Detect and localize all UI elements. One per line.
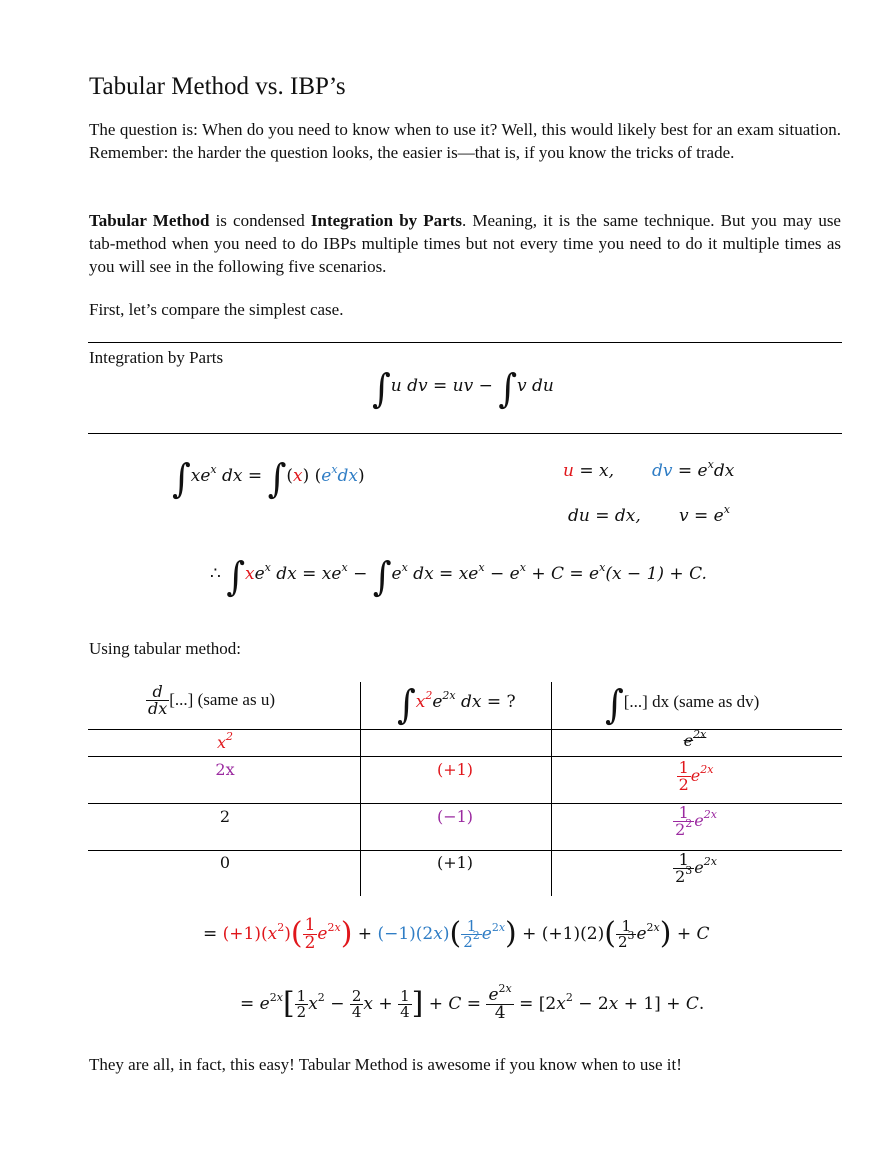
tabular-label: Using tabular method:: [89, 639, 242, 658]
col1-row2: 2x: [215, 760, 235, 779]
col1-row3: 2: [219, 807, 231, 826]
term-tabular-method: Tabular Method: [89, 211, 210, 230]
col2-sign-2: (−1): [436, 807, 474, 826]
header-integral: $\int x^2e^{2x}$ dx = ?: [397, 682, 516, 728]
ibp-formula: ∫u dv = uv − ∫v du: [372, 366, 554, 412]
col1-row4: 0: [219, 853, 231, 872]
compare-paragraph: First, let’s compare the simplest case.: [89, 300, 344, 319]
table-row-line-1: [88, 756, 842, 757]
table-header-line: [88, 729, 842, 730]
conclusion: They are all, in fact, this easy! Tabular Method is awesome if you know when to use it!: [89, 1055, 682, 1074]
table-divider-2: [551, 682, 552, 896]
ibp-result: ∴ $\int xe^x$ dx = $xe^x - \int e^x$ dx = $xe^x - e^x + C = e^x(x - 1) + C$.: [210, 554, 707, 600]
ibp-label: Integration by Parts: [89, 348, 224, 367]
u-assignment: u = x,: [563, 461, 614, 481]
col3-row2: $\frac{1}{2}$ $e^{2x}$: [678, 758, 714, 794]
col3-row1: $e^{2x}$: [683, 728, 707, 750]
header-antiderivative: ∫[...] dx (same as dv): [605, 682, 760, 728]
page-title: Tabular Method vs. IBP’s: [89, 73, 346, 100]
intro-paragraph: The question is: When do you need to know when to use it? Well, this would likely best for an exam situation. Remember: the harder the question looks, the easier is—that is, if you know the tricks of trade.: [89, 120, 841, 162]
table-row-line-3: [88, 850, 842, 851]
col3-row3: $\frac{1}{2^2}$ $e^{2x}$: [675, 803, 717, 839]
col2-sign-3: (+1): [436, 853, 474, 872]
col2-sign-1: (+1): [436, 760, 474, 779]
tabular-simplified: = $e^{2x}$[ $\frac{1}{2}$ $x^2$ − $\frac{2}{4}$ x + $\frac{1}{4}$ ] + C = $\frac{e^{2x}}{4}$ = $[2x^2 - 2x + 1] + C$.: [240, 982, 705, 1023]
divider-top: [88, 342, 842, 343]
table-row-line-2: [88, 803, 842, 804]
col3-row4: $\frac{1}{2^3}$ $e^{2x}$: [675, 850, 717, 886]
dv-assignment: dv = $e^xdx$: [652, 458, 735, 481]
example-integral: $\int xe^x$ dx = ∫(x) $(e^xdx)$: [172, 456, 365, 502]
definition-paragraph: Tabular Method is condensed Integration by Parts. Meaning, it is the same technique. But you may use tab-method when you need to do IBPs multiple times but not every time you need to do it multiple times as you will see in the following five scenarios.: [89, 211, 841, 276]
col1-row1: $x^2$: [216, 730, 234, 752]
tabular-expansion: = $(+1)(x^2)$( $\frac{1}{2}$ $e^{2x}) + (-1)(2x)$( $\frac{1}{2^2}$ $e^{2x}) + (+1)(2)$( $\frac{1}{2^3}$ $e^{2x}) + C$: [203, 915, 710, 953]
divider-bottom: [88, 433, 842, 434]
du-assignment: du = dx,: [568, 506, 641, 526]
table-divider-1: [360, 682, 361, 896]
v-assignment: $v = e^x$: [679, 503, 730, 526]
term-ibp: Integration by Parts: [310, 211, 462, 230]
header-derivative: $\frac{d}{dx}$ [...] (same as u): [148, 682, 276, 718]
